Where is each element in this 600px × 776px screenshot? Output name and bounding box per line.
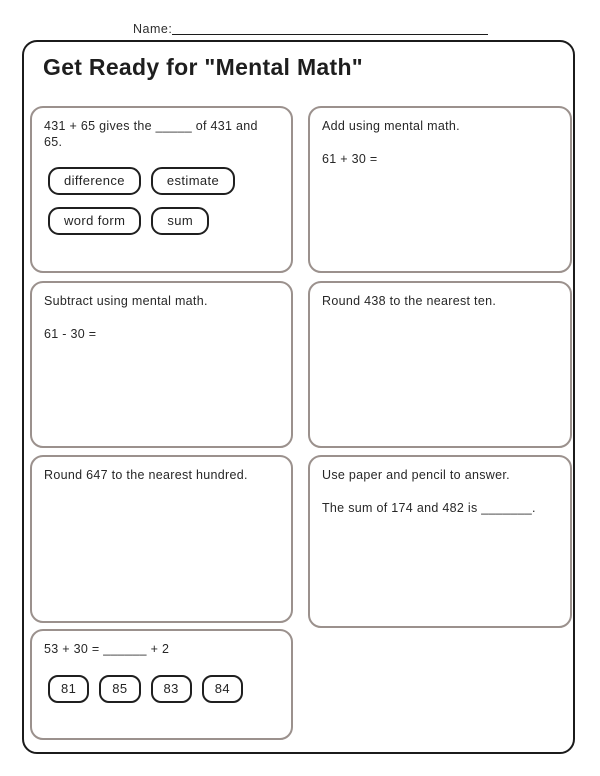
question-equation: 61 + 30 =	[322, 151, 378, 166]
choice-pill-difference[interactable]: difference	[48, 167, 141, 195]
question-prompt: 431 + 65 gives the _____ of 431 and 65.	[44, 119, 258, 149]
question-box-fill-blank[interactable]	[30, 106, 293, 273]
question-box-round-ten[interactable]	[308, 281, 572, 448]
choice-pill-84[interactable]: 84	[202, 675, 243, 703]
question-instruction: Use paper and pencil to answer.	[322, 468, 510, 482]
choice-pill-estimate[interactable]: estimate	[151, 167, 235, 195]
choice-pill-81[interactable]: 81	[48, 675, 89, 703]
name-label: Name:	[133, 22, 173, 36]
question-box-round-hundred[interactable]	[30, 455, 293, 623]
question-box-subtract-mental-math[interactable]	[30, 281, 293, 448]
question-prompt: 53 + 30 = ______ + 2	[44, 642, 170, 656]
question-box-add-mental-math[interactable]	[308, 106, 572, 273]
question-equation: 61 - 30 =	[44, 326, 97, 341]
question-box-paper-pencil-sum[interactable]	[308, 455, 572, 628]
question-instruction: Round 438 to the nearest ten.	[322, 294, 497, 308]
choice-pill-word-form[interactable]: word form	[48, 207, 141, 235]
choice-group	[48, 167, 279, 247]
worksheet-frame	[22, 40, 575, 754]
question-instruction: Round 647 to the nearest hundred.	[44, 468, 248, 482]
choice-group	[48, 675, 279, 715]
question-prompt: The sum of 174 and 482 is _______.	[322, 500, 536, 515]
question-instruction: Add using mental math.	[322, 119, 460, 133]
choice-pill-sum[interactable]: sum	[151, 207, 209, 235]
worksheet-title: Get Ready for "Mental Math"	[43, 54, 364, 80]
question-box-balance-equation[interactable]	[30, 629, 293, 740]
choice-pill-85[interactable]: 85	[99, 675, 140, 703]
choice-pill-83[interactable]: 83	[151, 675, 192, 703]
question-instruction: Subtract using mental math.	[44, 294, 208, 308]
name-input-line[interactable]	[172, 21, 488, 35]
